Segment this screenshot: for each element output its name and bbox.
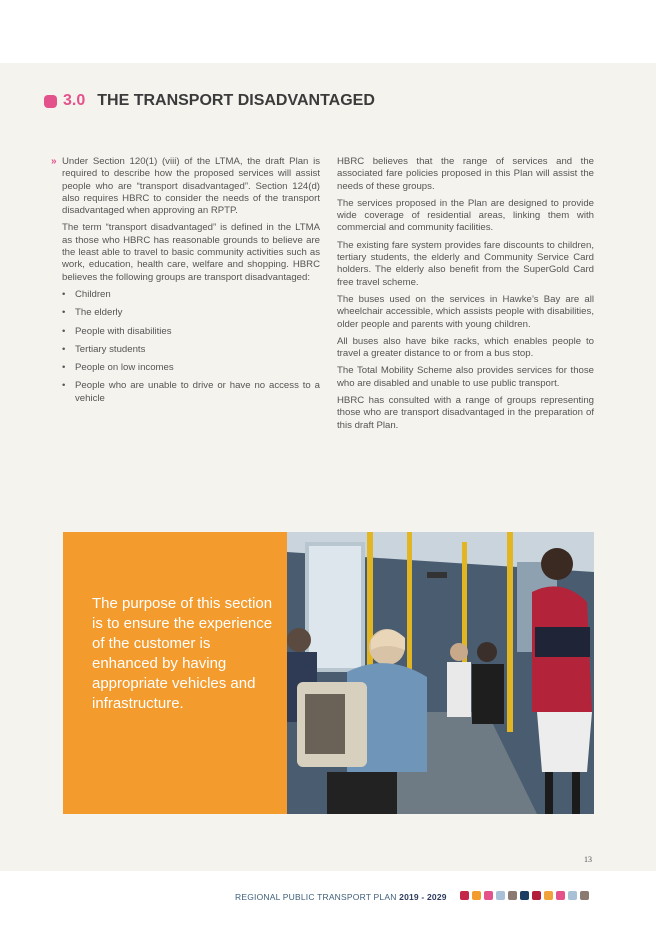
list-item: • People who are unable to drive or have no access to a vehicle [62, 380, 320, 405]
paragraph: The existing fare system provides fare discounts to children, tertiary students, the elderly and Community Service Card holders. The elderly also benefit from the SuperGold Card free travel scheme. [337, 239, 594, 288]
paragraph: The services proposed in the Plan are designed to provide wide coverage of residential areas, linking them with commercial and community facilities. [337, 197, 594, 234]
paragraph: The term “transport disadvantaged” is defined in the LTMA as those who HBRC has reasonable grounds to believe are the least able to travel to basic community activities such as work, education, health care, welfare and shopping. HBRC believes the following groups are transport disadvantaged: [62, 222, 320, 283]
left-column [51, 156, 320, 411]
section-bullet-icon [44, 95, 57, 108]
right-column [337, 156, 594, 437]
list-item: • Tertiary students [62, 344, 320, 356]
paragraph: HBRC has consulted with a range of groups representing those who are transport disadvantaged in the preparation of this draft Plan. [337, 395, 594, 431]
list-item: • The elderly [62, 307, 320, 319]
section-heading [44, 92, 375, 110]
color-swatch [484, 891, 493, 900]
color-swatch [496, 891, 505, 900]
color-swatch [532, 891, 541, 900]
color-swatch [544, 891, 553, 900]
chevron-right-icon: » [51, 156, 57, 167]
footer-label: REGIONAL PUBLIC TRANSPORT PLAN [235, 892, 397, 902]
bus-interior-photo [287, 532, 594, 814]
list-item: • People with disabilities [62, 326, 320, 338]
color-swatch [472, 891, 481, 900]
disadvantaged-groups-list [62, 289, 320, 405]
section-number: 3.0 [63, 92, 86, 109]
callout-box [63, 532, 287, 814]
color-swatch [568, 891, 577, 900]
paragraph: HBRC believes that the range of services and the associated fare policies proposed in this Plan will assist the needs of these groups. [337, 156, 594, 192]
section-title: THE TRANSPORT DISADVANTAGED [97, 92, 375, 109]
color-swatch [520, 891, 529, 900]
color-swatch [508, 891, 517, 900]
paragraph: The Total Mobility Scheme also provides services for those who are disabled and unable to use public transport. [337, 365, 594, 389]
page-number: 13 [584, 855, 592, 864]
color-swatch [580, 891, 589, 900]
list-item: • Children [62, 289, 320, 301]
list-item: • People on low incomes [62, 362, 320, 374]
color-swatches [460, 891, 592, 900]
footer-title [235, 892, 447, 902]
color-swatch [556, 891, 565, 900]
paragraph: All buses also have bike racks, which enables people to travel a greater distance to or from a bus stop. [337, 335, 594, 360]
callout-text: The purpose of this section is to ensure the experience of the customer is enhanced by having appropriate vehicles and infrastructure. [92, 595, 273, 712]
footer-years: 2019 - 2029 [399, 892, 447, 902]
paragraph: Under Section 120(1) (viii) of the LTMA, the draft Plan is required to describe how the proposed services will assist people who are “transport disadvantaged”. Section 124(d) also requires HBRC to consider the needs of the transport disadvantaged when approving an RPTP. [62, 156, 320, 217]
color-swatch [460, 891, 469, 900]
paragraph: The buses used on the services in Hawke’s Bay are all wheelchair accessible, which assists people with disabilities, older people and parents with young children. [337, 293, 594, 330]
